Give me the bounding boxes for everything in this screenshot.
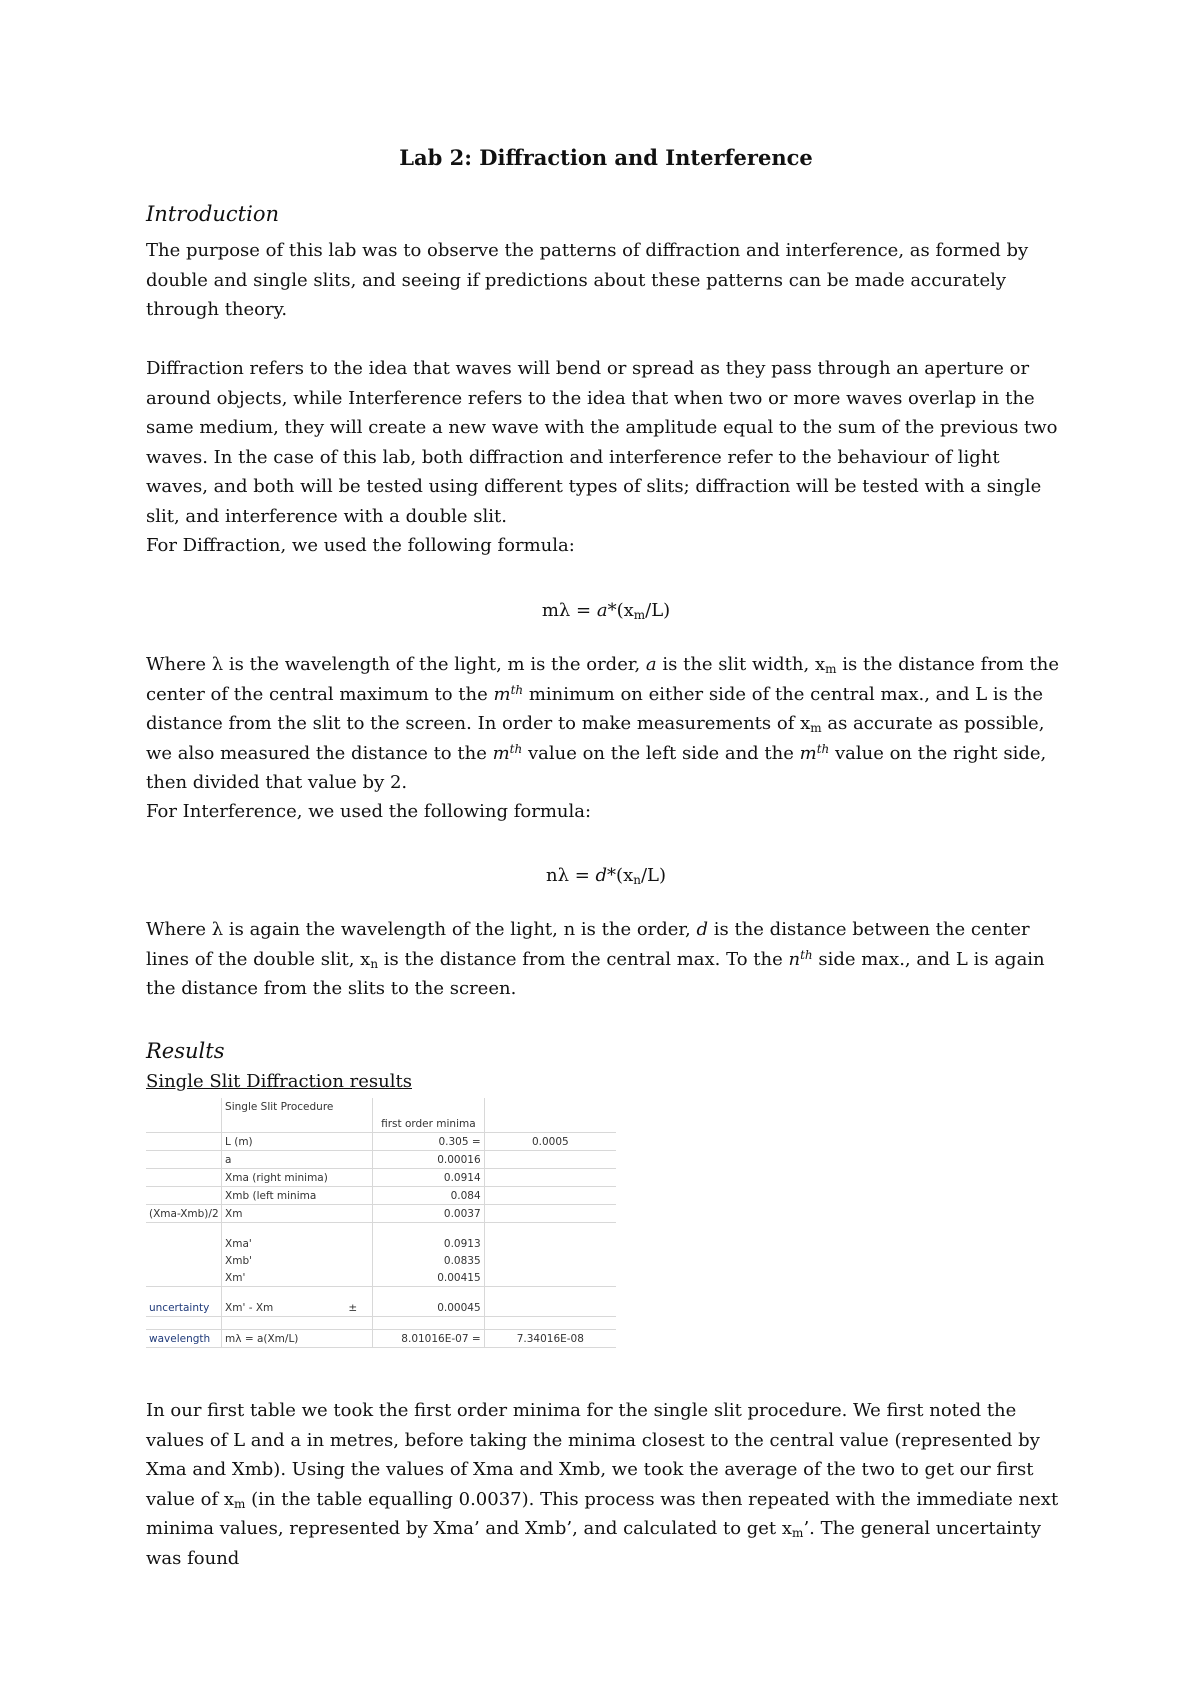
document-title: Lab 2: Diffraction and Interference — [399, 145, 813, 170]
single-slit-results-table — [146, 1098, 616, 1380]
table-row: L (m) 0.305 = 0.0005 — [146, 1133, 616, 1151]
purpose-paragraph: The purpose of this lab was to observe the patterns of diffraction and interference, as formed by double and single slits, and seeing if predictions about these patterns can be made accurately through theory. — [146, 240, 1029, 320]
table-subtitle: first order minima — [373, 1115, 485, 1133]
single-slit-subheading: Single Slit Diffraction results — [146, 1071, 412, 1092]
diffraction-where-paragraph: Where λ is the wavelength of the light, m is the order, a is the slit width, $x_m$ is the distance from the center of the central maximum to the $m^{th}$ minimum on either side of the central max., and L is the distance from the slit to the screen. In order to make measurements of $x_m$ as accurate as possible, we also measured the distance to the $m^{th}$ value on the left side and the $m^{th}$ value on the right side, then divided that value by 2. — [146, 654, 1060, 793]
table-title: Single Slit Procedure — [222, 1098, 373, 1115]
definitions-paragraph: Diffraction refers to the idea that waves will bend or spread as they pass through an aperture or around objects, while Interference refers to the idea that when two or more waves overlap in the same medium, they will create a new wave with the amplitude equal to the sum of the previous two waves. In the case of this lab, both diffraction and interference refer to the behaviour of light waves, and both will be tested using different types of slits; diffraction will be tested with a single slit, and interference with a double slit. — [146, 358, 1058, 527]
interference-formula: $n\lambda = d*(x_n/L)$ — [545, 865, 667, 887]
diffraction-lead: For Diffraction, we used the following formula: — [146, 535, 575, 556]
table-row — [146, 1287, 616, 1300]
table-row: Xma (right minima) 0.0914 — [146, 1169, 616, 1187]
interference-lead: For Interference, we used the following formula: — [146, 801, 592, 822]
table-row: Xmb (left minima 0.084 — [146, 1187, 616, 1205]
results-heading: Results — [146, 1039, 225, 1063]
table-row: Xm' 0.00415 — [146, 1269, 616, 1287]
table-row: Xma' 0.0913 — [146, 1235, 616, 1252]
table-row — [146, 1223, 616, 1236]
table-row: uncertainty Xm' - Xm ± 0.00045 — [146, 1299, 616, 1317]
table-row: wavelength mλ = a(Xm/L) 8.01016E-07 = 7.34016E-08 — [146, 1330, 616, 1348]
table-row: (Xma-Xmb)/2 Xm 0.0037 — [146, 1205, 616, 1223]
after-table-paragraph: In our first table we took the first order minima for the single slit procedure. We first noted the values of L and a in metres, before taking the minima closest to the central value (represented by Xma and Xmb). Using the values of Xma and Xmb, we took the average of the two to get our first value of $x_m$ (in the table equalling 0.0037). This process was then repeated with the immediate next minima values, represented by Xma’ and Xmb’, and calculated to get $x_m$’. The general uncertainty was found — [146, 1400, 1059, 1569]
table-row — [146, 1317, 616, 1330]
diffraction-formula: $m\lambda = a*(x_m/L)$ — [541, 600, 671, 622]
uncertainty-marker: ± — [348, 1301, 358, 1314]
table-row: Xmb' 0.0835 — [146, 1252, 616, 1269]
table-row: a 0.00016 — [146, 1151, 616, 1169]
introduction-heading: Introduction — [146, 202, 279, 226]
interference-where-paragraph: Where λ is again the wavelength of the light, n is the order, d is the distance between the center lines of the double slit, $x_n$ is the distance from the central max. To the $n^{th}$ side max., and L is again the distance from the slits to the screen. — [146, 919, 1045, 999]
